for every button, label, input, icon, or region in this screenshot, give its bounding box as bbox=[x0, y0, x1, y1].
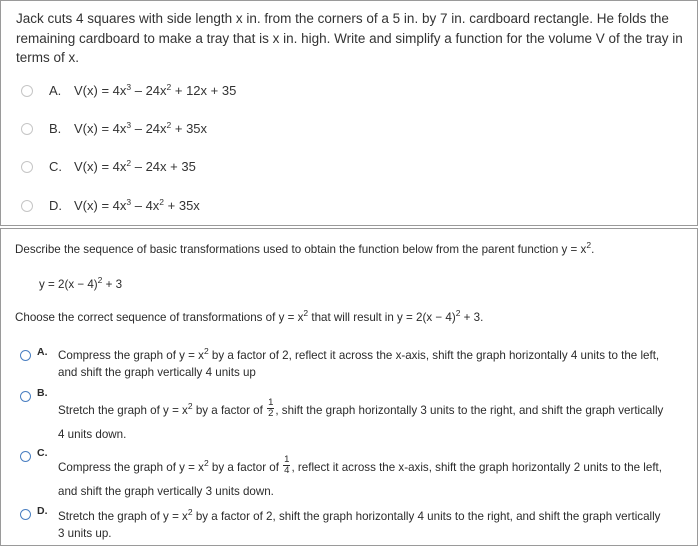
radio-button-a[interactable] bbox=[21, 85, 33, 97]
question-1-prompt: Jack cuts 4 squares with side length x in. from the corners of a 5 in. by 7 in. cardboard rectangle. He folds the remaining cardboard to make a tray that is x in. high. Write and simplify a function for the volume V of the tray in terms of x. bbox=[16, 11, 683, 65]
fraction: $\frac{1}{4}$ bbox=[284, 454, 290, 477]
radio-button-d[interactable] bbox=[20, 509, 31, 520]
option-text: $V(x) = 4x^3 - 24x^2 + 35x$ bbox=[74, 120, 208, 136]
answer-text: Stretch the graph of $y = x^2$ by a factor of $\frac{1}{2}$ , shift the graph horizontally 3 units to the right, and shift the graph vertically 4 units down. bbox=[58, 397, 664, 441]
radio-button-b[interactable] bbox=[21, 123, 33, 135]
option-letter: A. bbox=[49, 83, 62, 98]
answer-letter: D. bbox=[37, 505, 48, 517]
option-text: $V(x) = 4x^3 - 24x^2 + 12x + 35$ bbox=[74, 82, 237, 98]
radio-button-d[interactable] bbox=[21, 200, 33, 212]
radio-button-c[interactable] bbox=[20, 451, 31, 462]
radio-button-c[interactable] bbox=[21, 161, 33, 173]
option-letter: B. bbox=[49, 121, 62, 136]
question-2-instruction: Choose the correct sequence of transformations of $y = x^2$ that will result in $y = 2(x - 4)^2 + 3$. bbox=[15, 308, 484, 324]
fraction: $\frac{1}{2}$ bbox=[268, 397, 274, 420]
radio-button-a[interactable] bbox=[20, 350, 31, 361]
answer-letter: A. bbox=[37, 346, 48, 358]
answer-letter: B. bbox=[37, 387, 48, 399]
question-2-prompt: Describe the sequence of basic transformations used to obtain the function below from the parent function $y = x^2$. bbox=[15, 240, 595, 256]
option-letter: C. bbox=[49, 159, 62, 174]
question-1-panel bbox=[0, 0, 698, 226]
radio-button-b[interactable] bbox=[20, 391, 31, 402]
answer-text: Compress the graph of $y = x^2$ by a factor of $\frac{1}{4}$ , reflect it across the x-axis, shift the graph horizontally 2 units to the left, and shift the graph vertically 3 units down. bbox=[58, 454, 662, 498]
option-letter: D. bbox=[49, 198, 62, 213]
answer-text: Stretch the graph of $y = x^2$ by a factor of 2, shift the graph horizontally 4 units to the right, and shift the graph vertically 3 units up. bbox=[58, 507, 661, 540]
option-text: $V(x) = 4x^3 - 4x^2 + 35x$ bbox=[74, 197, 200, 213]
option-text: $V(x) = 4x^2 - 24x + 35$ bbox=[74, 158, 196, 174]
answer-letter: C. bbox=[37, 447, 48, 459]
answer-text: Compress the graph of $y = x^2$ by a factor of 2, reflect it across the x-axis, shift the graph horizontally 4 units to the left, and shift the graph vertically 4 units up bbox=[58, 346, 660, 379]
question-2-panel bbox=[0, 228, 698, 546]
function-expression: $y = 2(x - 4)^2 + 3$ bbox=[39, 275, 123, 291]
